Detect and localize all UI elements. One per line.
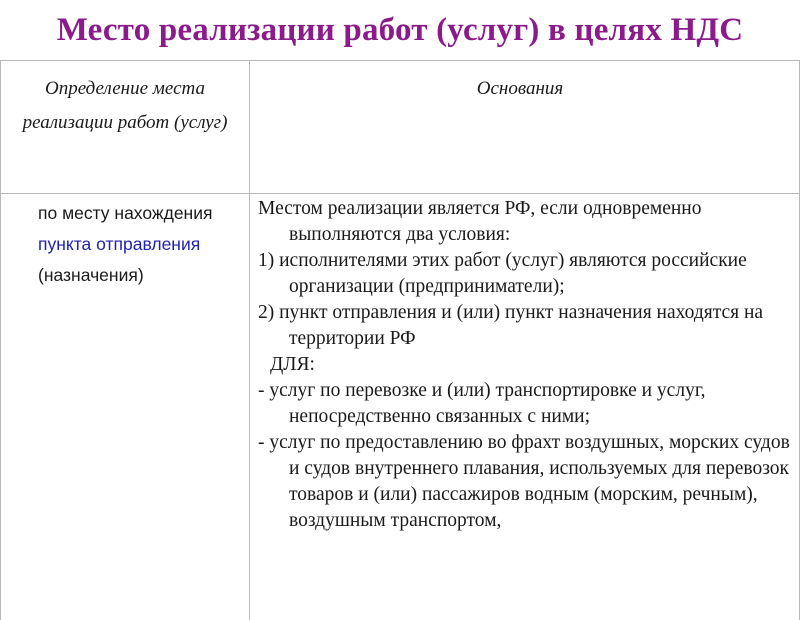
- grounds-paragraph: 1) исполнителями этих работ (услуг) являются российские организации (предприниматели);: [258, 250, 747, 297]
- grounds-paragraph: Местом реализации является РФ, если одновременно выполняются два условия:: [258, 198, 702, 245]
- grounds-paragraph: ДЛЯ:: [270, 354, 315, 375]
- definition-cell: [38, 198, 248, 291]
- column-divider: [249, 60, 250, 620]
- grounds-paragraph: - услуг по предоставлению во фрахт воздушных, морских судов и судов внутреннего плавания, используемых для перевозок товаров и (или) пассажиров водным (морским, речным), воздушным транспортом,: [258, 432, 790, 531]
- header-divider: [0, 193, 800, 194]
- table-top-border: [0, 60, 800, 61]
- definition-text-before: по месту нахождения: [38, 203, 213, 223]
- grounds-paragraph: - услуг по перевозке и (или) транспортировке и услуг, непосредственно связанных с ними;: [258, 380, 706, 427]
- header-cell-grounds: Основания: [476, 78, 564, 99]
- page-title: Место реализации работ (услуг) в целях НДС: [56, 12, 744, 48]
- grounds-cell: [258, 196, 798, 534]
- table-left-border: [0, 60, 1, 620]
- vat-table: [0, 60, 800, 620]
- definition-highlight: пункта отправления: [38, 234, 201, 254]
- header-cell-definition: Определение места реализации работ (услуг): [22, 78, 228, 133]
- grounds-paragraph: 2) пункт отправления и (или) пункт назначения находятся на территории РФ: [258, 302, 764, 349]
- definition-text-after: (назначения): [38, 265, 144, 285]
